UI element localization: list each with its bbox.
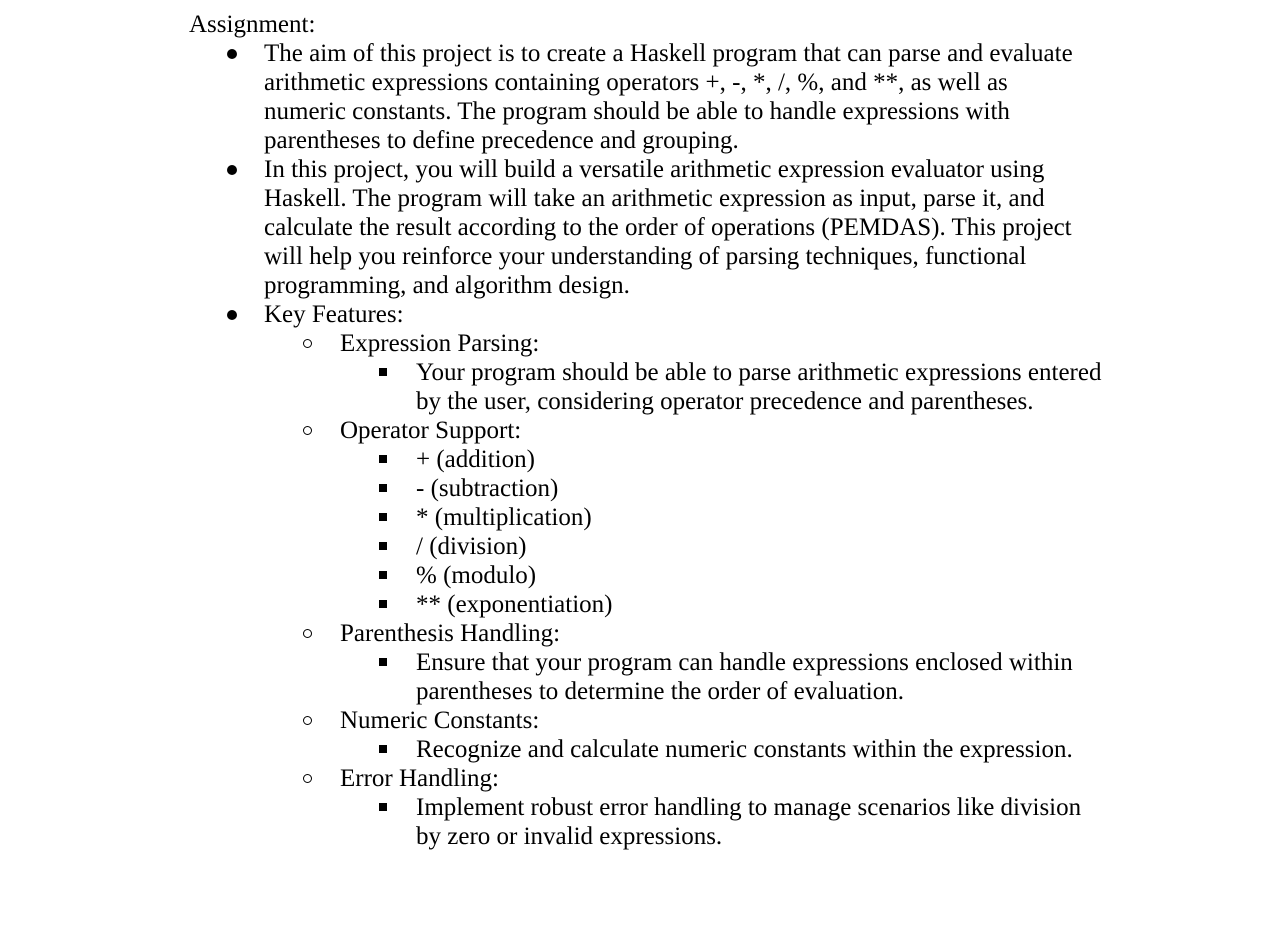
bullet-square-icon	[379, 484, 387, 492]
bullet-item	[189, 39, 1094, 155]
feature-item	[189, 416, 1100, 619]
feature-detail-list	[189, 735, 1100, 764]
feature-detail-item	[189, 503, 1106, 532]
feature-detail-text: * (multiplication)	[416, 504, 592, 531]
bullet-disc-icon	[227, 310, 237, 320]
feature-detail-item	[189, 735, 1106, 764]
bullet-square-icon	[379, 368, 387, 376]
bullet-circle-icon	[303, 716, 312, 725]
bullet-square-icon	[379, 658, 387, 666]
feature-detail-list	[189, 793, 1100, 851]
bullet-square-icon	[379, 803, 387, 811]
feature-item	[189, 764, 1100, 851]
feature-detail-text: Ensure that your program can handle expressions enclosed within parentheses to determine the order of evaluation.	[416, 649, 1073, 705]
bullet-square-icon	[379, 745, 387, 753]
bullet-text: The aim of this project is to create a Haskell program that can parse and evaluate arithmetic expressions containing operators +, -, *, /, %, and **, as well as numeric constants. The program should be able to handle expressions with parentheses to define precedence and grouping.	[264, 40, 1073, 154]
bullet-text: In this project, you will build a versatile arithmetic expression evaluator using Haskell. The program will take an arithmetic expression as input, parse it, and calculate the result according to the order of operations (PEMDAS). This project will help you reinforce your understanding of parsing techniques, functional programming, and algorithm design.	[264, 156, 1072, 299]
bullet-square-icon	[379, 571, 387, 579]
feature-detail-item	[189, 532, 1106, 561]
feature-detail-text: % (modulo)	[416, 562, 537, 589]
bullet-list	[189, 39, 1149, 851]
feature-detail-item	[189, 648, 1106, 706]
bullet-square-icon	[379, 513, 387, 521]
feature-title: Operator Support:	[340, 417, 522, 444]
bullet-square-icon	[379, 542, 387, 550]
feature-detail-text: / (division)	[416, 533, 527, 560]
feature-detail-list	[189, 358, 1100, 416]
feature-detail-item	[189, 561, 1106, 590]
bullet-square-icon	[379, 455, 387, 463]
bullet-circle-icon	[303, 774, 312, 783]
feature-detail-text: - (subtraction)	[416, 475, 559, 502]
bullet-disc-icon	[227, 165, 237, 175]
feature-detail-item	[189, 474, 1106, 503]
feature-item	[189, 329, 1100, 416]
bullet-circle-icon	[303, 426, 312, 435]
feature-detail-text: ** (exponentiation)	[416, 591, 613, 618]
feature-detail-item	[189, 358, 1106, 416]
feature-detail-text: Your program should be able to parse arithmetic expressions entered by the user, considering operator precedence and parentheses.	[416, 359, 1102, 415]
document	[189, 10, 1149, 851]
feature-detail-item	[189, 445, 1106, 474]
bullet-text: Key Features:	[264, 301, 404, 328]
document-heading: Assignment:	[189, 11, 316, 38]
feature-item	[189, 619, 1100, 706]
bullet-disc-icon	[227, 49, 237, 59]
feature-title: Numeric Constants:	[340, 707, 540, 734]
feature-detail-item	[189, 590, 1106, 619]
feature-detail-text: Recognize and calculate numeric constants within the expression.	[416, 736, 1073, 763]
feature-list	[189, 329, 1102, 851]
bullet-square-icon	[379, 600, 387, 608]
feature-detail-list	[189, 648, 1100, 706]
bullet-item	[189, 155, 1094, 300]
feature-detail-text: Implement robust error handling to manage scenarios like division by zero or invalid expressions.	[416, 794, 1082, 850]
feature-title: Parenthesis Handling:	[340, 620, 561, 647]
bullet-circle-icon	[303, 629, 312, 638]
bullet-circle-icon	[303, 339, 312, 348]
feature-title: Expression Parsing:	[340, 330, 540, 357]
feature-detail-text: + (addition)	[416, 446, 535, 473]
feature-item	[189, 706, 1100, 764]
bullet-item	[189, 300, 1102, 851]
feature-detail-list	[189, 445, 1100, 619]
feature-detail-item	[189, 793, 1106, 851]
feature-title: Error Handling:	[340, 765, 499, 792]
